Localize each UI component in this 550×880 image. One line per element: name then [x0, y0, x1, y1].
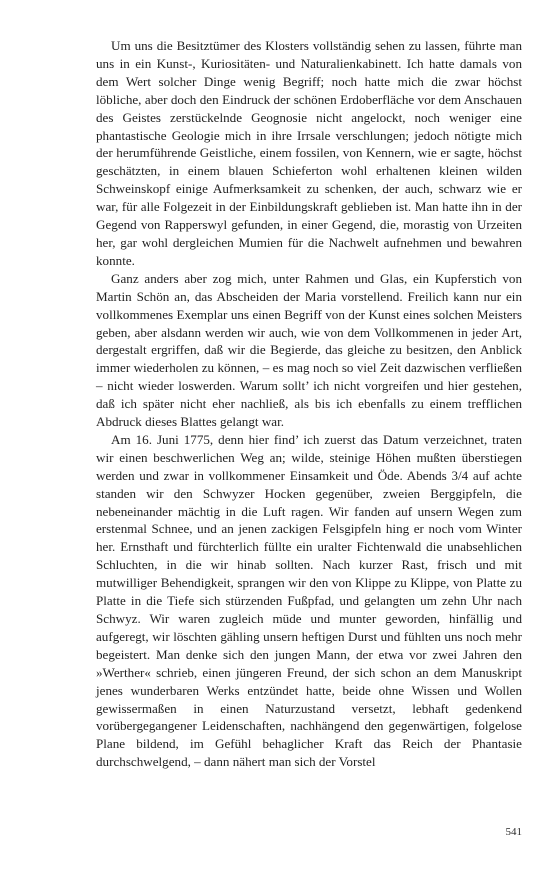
- paragraph-1: Um uns die Besitztümer des Klosters vollständig sehen zu lassen, führte man uns in ein Kunst-, Kuriositäten- und Naturalienkabinett. Ich hatte damals von dem Wert solcher Dinge wenig Begriff; noch hatte mich die zwar höchst löbliche, aber doch den Eindruck der schönen Erdoberfläche vor dem Anschauen des Geistes zerstückelnde Geognosie nicht angelockt, noch weniger eine phantastische Geologie mich in ihre Irrsale verschlungen; jedoch nötigte mich der herumführende Geistliche, einem fossilen, von Kennern, wie er sagte, höchst geschätzten, in einem blauen Schieferton wohl erhaltenen kleinen wilden Schweinskopf einige Aufmerksamkeit zu schenken, der auch, schwarz wie er war, für alle Folgezeit in der Einbildungskraft geblieben ist. Man hatte ihn in der Gegend von Rapperswyl gefunden, in einer Gegend, die, morastig von Urzeiten her, gar wohl dergleichen Mumien für die Nachwelt aufnehmen und bewahren konnte.: [96, 38, 522, 268]
- page-text-block: [96, 37, 522, 771]
- paragraph-3: Am 16. Juni 1775, denn hier find’ ich zuerst das Datum verzeichnet, traten wir einen beschwerlichen Weg an; wilde, steinige Höhen mußten überstiegen werden und zwar in vollkommener Einsamkeit und Öde. Abends 3/4 auf achte standen wir den Schwyzer Hocken gegenüber, zweien Berggipfeln, die nebeneinander mächtig in die Luft ragen. Wir fanden auf unsern Wegen zum erstenmal Schnee, und an jenen zackigen Felsgipfeln hing er noch vom Winter her. Ernsthaft und fürchterlich füllte ein uralter Fichtenwald die unabsehlichen Schluchten, in die wir hinab sollten. Nach kurzer Rast, frisch und mit mutwilliger Behendigkeit, sprangen wir den von Klippe zu Klippe, von Platte zu Platte in die Tiefe sich stürzenden Fußpfad, und gelangten um zehn Uhr nach Schwyz. Wir waren zugleich müde und munter geworden, hinfällig und aufgeregt, wir löschten gähling unsern heftigen Durst und fühlten uns noch mehr begeistert. Man denke sich den jungen Mann, der etwa vor zwei Jahren den »Werther« schrieb, einen jüngeren Freund, der sich schon an dem Manuskript jenes wunderbaren Werks entzündet hatte, beide ohne Wissen und Wollen gewissermaßen in einen Naturzustand versetzt, lebhaft gedenkend vorübergegangener Leidenschaften, nachhängend den gegenwärtigen, folgelose Plane bildend, im Gefühl behaglicher Kraft das Reich der Phantasie durchschwelgend, – dann nähert man sich der Vorstel: [96, 431, 522, 770]
- page-number: 541: [505, 826, 522, 838]
- paragraph-2: Ganz anders aber zog mich, unter Rahmen und Glas, ein Kupferstich von Martin Schön an, das Abscheiden der Maria vorstellend. Freilich kann nur ein vollkommenes Exemplar uns einen Begriff von der Kunst eines solchen Meisters geben, aber alsdann werden wir auch, wie von dem Vollkommenen in jeder Art, dergestalt ergriffen, daß wir die Begierde, das gleiche zu besitzen, den Anblick immer wiederholen zu können, – es mag noch so viel Zeit dazwischen verfließen – nicht wieder loswerden. Warum sollt’ ich nicht vorgreifen und hier gestehen, daß ich später nicht eher nachließ, als bis ich ebenfalls zu einem trefflichen Abdruck dieses Blattes gelangt war.: [96, 270, 522, 430]
